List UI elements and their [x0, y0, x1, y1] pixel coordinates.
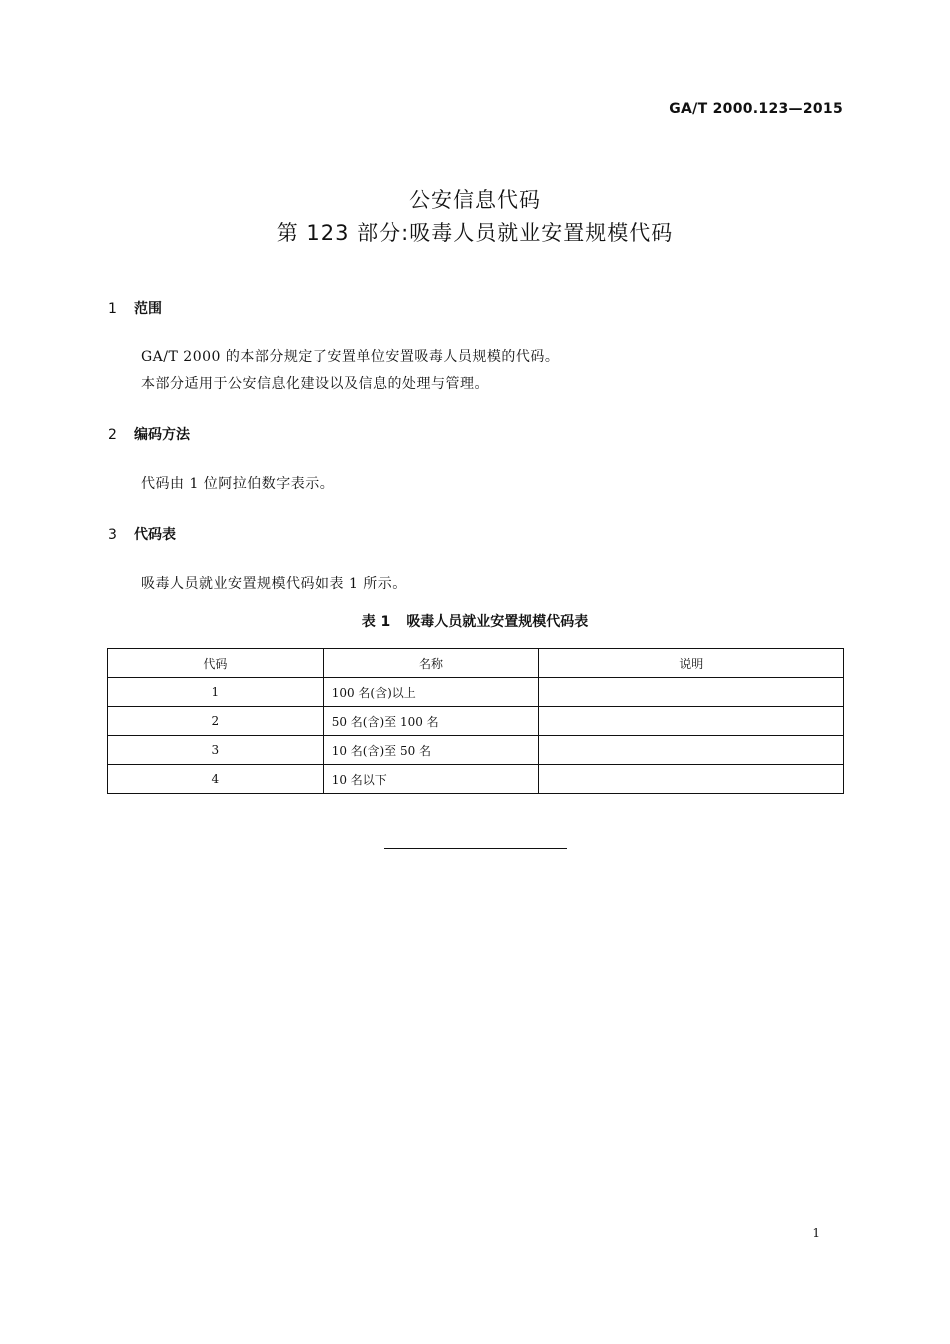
- cell-name: 50 名(含)至 100 名: [323, 707, 539, 736]
- code-table: [107, 648, 844, 794]
- cell-note: [539, 678, 844, 707]
- table-row: [108, 678, 844, 707]
- cell-note: [539, 765, 844, 794]
- cell-note: [539, 707, 844, 736]
- cell-code: 3: [108, 736, 324, 765]
- cell-name: 100 名(含)以上: [323, 678, 539, 707]
- cell-note: [539, 736, 844, 765]
- end-rule: [384, 848, 567, 849]
- paragraph: 吸毒人员就业安置规模代码如表 1 所示。: [141, 576, 407, 592]
- document-title: 公安信息代码: [409, 188, 541, 212]
- table-caption: [0, 611, 950, 631]
- table-caption-label: 表 1: [361, 614, 391, 630]
- paragraph: 本部分适用于公安信息化建设以及信息的处理与管理。: [141, 376, 489, 392]
- column-header-code: 代码: [108, 649, 324, 678]
- section-title: 范围: [134, 301, 162, 317]
- cell-code: 2: [108, 707, 324, 736]
- table-row: [108, 707, 844, 736]
- section-heading-scope: [108, 298, 162, 318]
- column-header-note: 说明: [539, 649, 844, 678]
- standard-code: GA/T 2000.123—2015: [669, 101, 843, 117]
- column-header-name: 名称: [323, 649, 539, 678]
- section-number: 3: [108, 527, 117, 543]
- document-subtitle: 第 123 部分:吸毒人员就业安置规模代码: [276, 221, 674, 245]
- section-number: 2: [108, 427, 117, 443]
- section-heading-code-table: [108, 524, 176, 544]
- cell-name: 10 名以下: [323, 765, 539, 794]
- section-title: 编码方法: [134, 427, 190, 443]
- table-header-row: [108, 649, 844, 678]
- cell-code: 4: [108, 765, 324, 794]
- table-caption-title: 吸毒人员就业安置规模代码表: [406, 614, 589, 630]
- section-title: 代码表: [134, 527, 176, 543]
- table-row: [108, 765, 844, 794]
- paragraph: GA/T 2000 的本部分规定了安置单位安置吸毒人员规模的代码。: [141, 349, 560, 365]
- cell-code: 1: [108, 678, 324, 707]
- section-heading-coding-method: [108, 424, 190, 444]
- cell-name: 10 名(含)至 50 名: [323, 736, 539, 765]
- page-number: 1: [812, 1226, 820, 1240]
- table-row: [108, 736, 844, 765]
- section-number: 1: [108, 301, 117, 317]
- paragraph: 代码由 1 位阿拉伯数字表示。: [141, 476, 335, 492]
